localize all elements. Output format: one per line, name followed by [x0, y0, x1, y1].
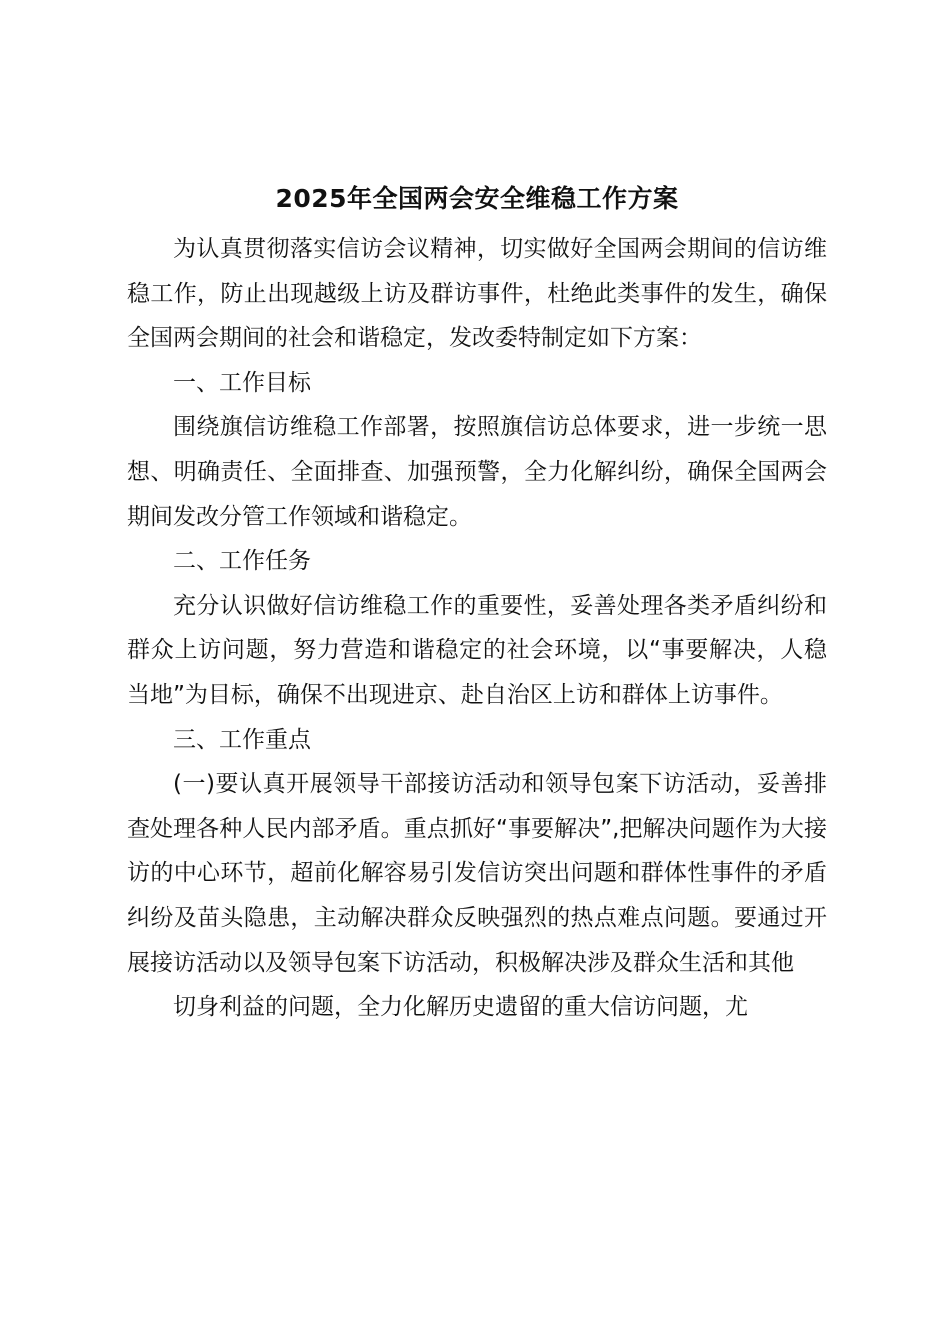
section-3-item-1-continuation: 切身利益的问题，全力化解历史遗留的重大信访问题，尤 [173, 994, 748, 1021]
intro-paragraph: 为认真贯彻落实信访会议精神，切实做好全国两会期间的信访维稳工作，防止出现越级上访及群访事件，杜绝此类事件的发生，确保全国两会期间的社会和谐稳定，发改委特制定如下方案： [127, 236, 827, 352]
document-title: 2025年全国两会安全维稳工作方案 [275, 184, 679, 213]
section-2-heading: 二、工作任务 [173, 548, 311, 575]
section-1-paragraph: 围绕旗信访维稳工作部署，按照旗信访总体要求，进一步统一思想、明确责任、全面排查、加强预警，全力化解纠纷，确保全国两会期间发改分管工作领域和谐稳定。 [127, 414, 827, 530]
section-2-paragraph: 充分认识做好信访维稳工作的重要性，妥善处理各类矛盾纠纷和群众上访问题，努力营造和谐稳定的社会环境，以“事要解决，人稳当地”为目标，确保不出现进京、赴自治区上访和群体上访事件。 [127, 592, 827, 708]
section-1-heading: 一、工作目标 [173, 369, 311, 396]
section-3-heading: 三、工作重点 [173, 726, 311, 753]
document-body [127, 177, 827, 1030]
section-3-item-1-paragraph: (一)要认真开展领导干部接访活动和领导包案下访活动，妥善排查处理各种人民内部矛盾。重点抓好“事要解决”,把解决问题作为大接访的中心环节，超前化解容易引发信访突出问题和群体性事件的矛盾纠纷及苗头隐患，主动解决群众反映强烈的热点难点问题。要通过开展接访活动以及领导包案下访活动，积极解决涉及群众生活和其他 [127, 771, 827, 976]
